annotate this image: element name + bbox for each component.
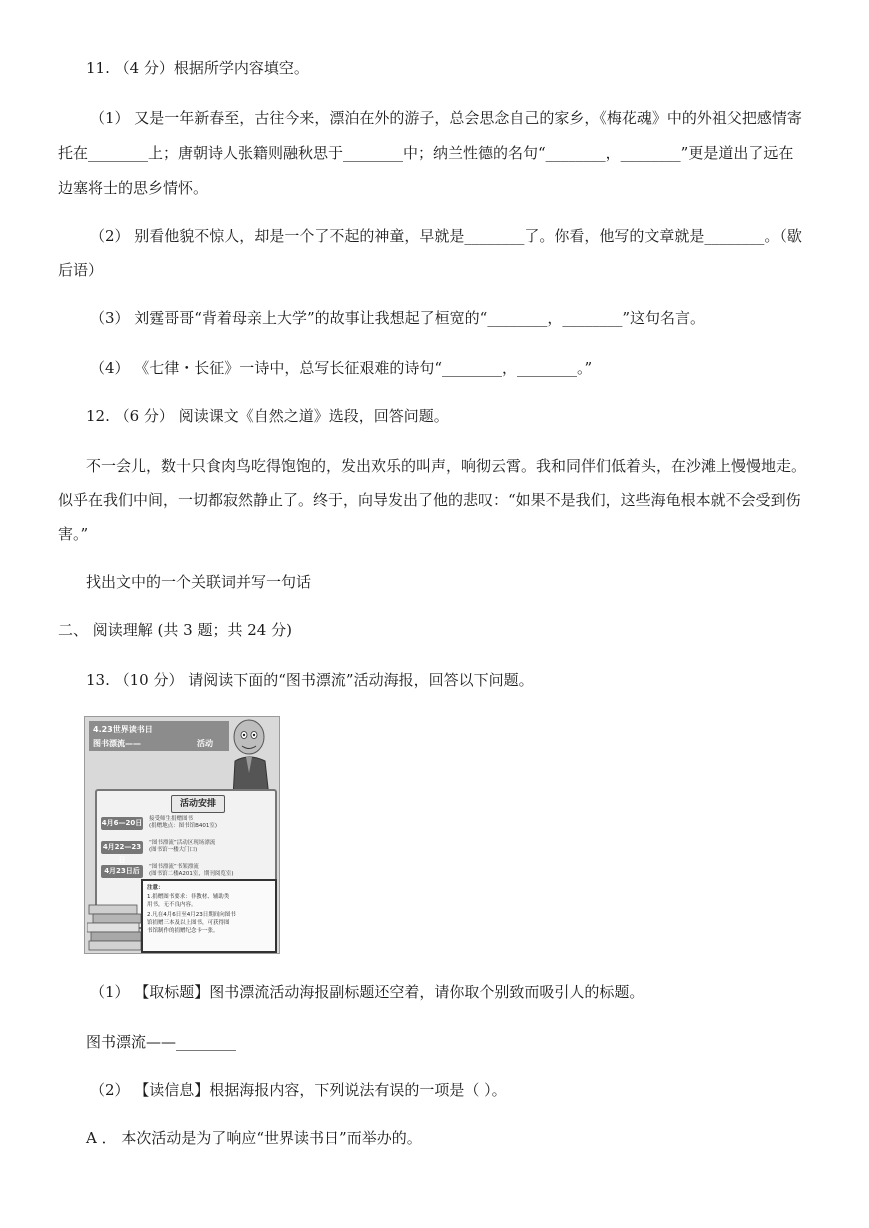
- poster-notice-box: [141, 879, 277, 953]
- section-2-heading: 二、 阅读理解 (共 3 题；共 24 分): [58, 621, 292, 639]
- notice-line4: 馆捐赠三本及以上图书，可获得图: [147, 920, 230, 926]
- book-stack-illustration: [87, 897, 145, 951]
- notice-line5: 书馆制作的捐赠纪念卡一张。: [147, 928, 219, 934]
- schedule-date-2: 4月22—23日: [102, 843, 142, 864]
- notice-line1: 1.捐赠图书要求：非教材、辅助类: [147, 894, 230, 900]
- q12-task: 找出文中的一个关联词并写一句话: [86, 573, 312, 591]
- question-12-title: 12. （6 分） 阅读课文《自然之道》选段，回答问题。: [86, 407, 449, 425]
- q11-part1-line3: 边塞将士的思乡情怀。: [58, 179, 209, 197]
- schedule-desc-2-line2: (图书馆一楼大门口): [149, 847, 198, 853]
- poster-header-line3: 活动: [197, 739, 213, 748]
- schedule-desc-1-line2: (捐赠地点：图书馆B401室): [149, 823, 218, 829]
- q11-part3: （3） 刘霆哥哥“背着母亲上大学”的故事让我想起了桓宽的“________，________”这句名言。: [90, 309, 705, 327]
- q13-subquestion-1-answer-line: 图书漂流——________: [86, 1033, 237, 1051]
- schedule-desc-3-line1: “图书漂流”书架漂流: [149, 864, 199, 870]
- q11-part1-line2: 托在________上；唐朝诗人张籍则融秋思于________中；纳兰性德的名句“________，________”更是道出了远在: [58, 144, 794, 162]
- q12-passage-line1: 不一会儿，数十只食肉鸟吃得饱饱的，发出欢乐的叫声，响彻云霄。我和同伴们低着头，在沙滩上慢慢地走。: [86, 457, 807, 475]
- schedule-desc-3-line2: (图书馆二楼A201室，期刊阅览室): [149, 871, 234, 877]
- q13-subquestion-1: （1） 【取标题】图书漂流活动海报副标题还空着，请你取个别致而吸引人的标题。: [90, 983, 645, 1001]
- cartoon-man-figure: [225, 719, 275, 797]
- q13-subquestion-2: （2） 【读信息】根据海报内容，下列说法有误的一项是（ ）。: [90, 1081, 507, 1099]
- schedule-tag: 活动安排: [171, 795, 225, 813]
- q13-option-a: A ． 本次活动是为了响应“世界读书日”而举办的。: [86, 1129, 422, 1147]
- q11-part4: （4） 《七律・长征》一诗中，总写长征艰难的诗句“________，________。”: [90, 359, 593, 377]
- q11-part1-line1: （1） 又是一年新春至，古往今来，漂泊在外的游子，总会思念自己的家乡，《梅花魂》中的外祖父把感情寄: [90, 109, 802, 127]
- q11-part2-line1: （2） 别看他貌不惊人，却是一个了不起的神童，早就是________了。你看，他写的文章就是________。（歇: [90, 227, 802, 245]
- notice-title: 注意：: [147, 885, 164, 891]
- schedule-desc-2-line1: “图书漂流”活动区现场漂流: [149, 840, 216, 846]
- notice-line3: 2.凡在4月6日至4月23日期间向图书: [147, 912, 236, 918]
- q12-passage-line2: 似乎在我们中间，一切都寂然静止了。终于，向导发出了他的悲叹：“如果不是我们，这些海龟根本就不会受到伤: [58, 491, 801, 509]
- poster-header: [89, 721, 229, 751]
- book-drift-poster-image: [84, 716, 280, 954]
- poster-header-line1: 4.23世界读书日: [93, 725, 153, 734]
- schedule-date-1: 4月6—20日: [101, 817, 143, 830]
- poster-header-line2: 图书漂流——: [93, 739, 141, 748]
- q11-part2-line2: 后语）: [58, 261, 104, 279]
- schedule-desc-1-line1: 接受师生捐赠图书: [149, 816, 194, 822]
- question-13-title: 13. （10 分） 请阅读下面的“图书漂流”活动海报，回答以下问题。: [86, 671, 534, 689]
- question-11-title: 11. （4 分）根据所学内容填空。: [86, 59, 309, 77]
- q12-passage-line3: 害。”: [58, 525, 89, 543]
- notice-line2: 用书，无不良内容。: [147, 902, 197, 908]
- schedule-date-3: 4月23日后: [101, 865, 143, 878]
